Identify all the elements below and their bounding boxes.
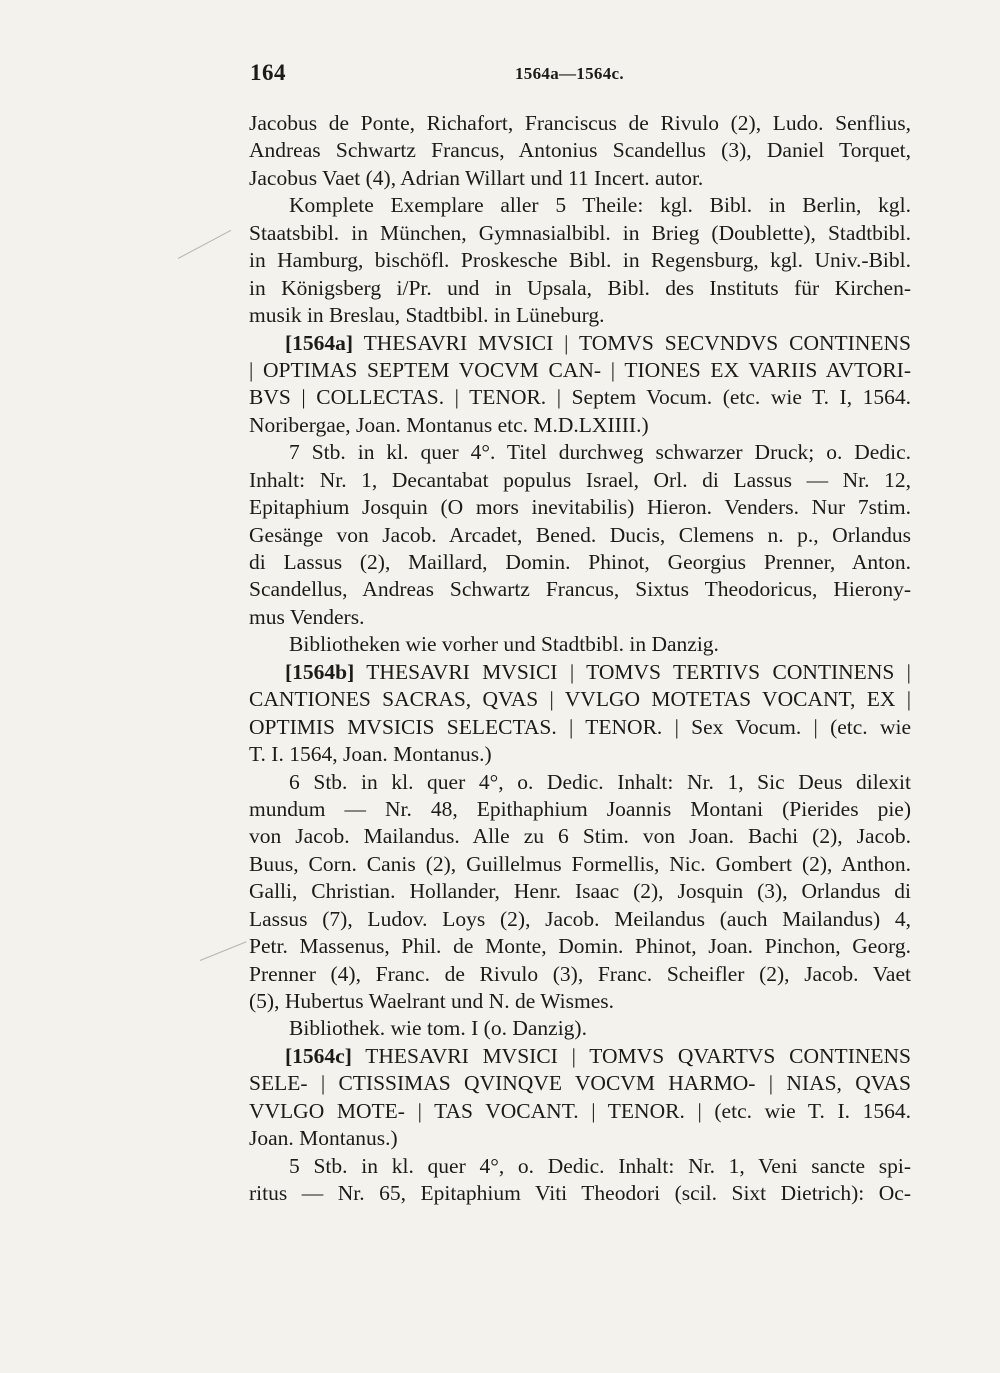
text-line: Andreas Schwartz Francus, Antonius Scandellus (3), Daniel Torquet, bbox=[249, 138, 911, 163]
page-number: 164 bbox=[250, 60, 286, 85]
text-line: Jacobus Vaet (4), Adrian Willart und 11 Incert. autor. bbox=[249, 165, 704, 190]
text-line: Gesänge von Jacob. Arcadet, Bened. Ducis, Clemens n. p., Orlandus bbox=[249, 522, 911, 547]
text-line: THESAVRI MVSICI | TOMVS SECVNDVS CONTINENS bbox=[363, 330, 911, 355]
text-line: OPTIMIS MVSICIS SELECTAS. | TENOR. | Sex Vocum. | (etc. wie bbox=[249, 714, 911, 739]
text-line: Komplete Exemplare aller 5 Theile: kgl. Bibl. in Berlin, kgl. bbox=[289, 193, 911, 218]
text-line: BVS | COLLECTAS. | TENOR. | Septem Vocum. (etc. wie T. I, 1564. bbox=[249, 385, 911, 410]
text-line: Inhalt: Nr. 1, Decantabat populus Israel, Orl. di Lassus — Nr. 12, bbox=[249, 467, 911, 492]
pencil-mark bbox=[200, 941, 247, 961]
entry-number-1564c: [1564c] bbox=[285, 1043, 352, 1068]
text-line: THESAVRI MVSICI | TOMVS TERTIVS CONTINENS | bbox=[366, 659, 911, 684]
pencil-mark bbox=[178, 230, 231, 259]
text-line: 5 Stb. in kl. quer 4°, o. Dedic. Inhalt: Nr. 1, Veni sancte spi- bbox=[289, 1153, 911, 1178]
body-text bbox=[249, 110, 911, 1208]
text-line: musik in Breslau, Stadtbibl. in Lüneburg. bbox=[249, 303, 605, 328]
text-line: CANTIONES SACRAS, QVAS | VVLGO MOTETAS VOCANT, EX | bbox=[249, 687, 911, 712]
entry-line bbox=[249, 659, 911, 686]
text-line: Bibliothek. wie tom. I (o. Danzig). bbox=[289, 1016, 587, 1041]
entry-line bbox=[249, 1043, 911, 1070]
text-line: Noribergae, Joan. Montanus etc. M.D.LXIIII.) bbox=[249, 412, 649, 437]
entry-line bbox=[249, 330, 911, 357]
text-line: Lassus (7), Ludov. Loys (2), Jacob. Meilandus (auch Mailandus) 4, bbox=[249, 906, 911, 931]
text-line: ritus — Nr. 65, Epitaphium Viti Theodori (scil. Sixt Dietrich): Oc- bbox=[249, 1181, 911, 1206]
entry-number-1564a: [1564a] bbox=[285, 330, 354, 355]
text-line: Galli, Christian. Hollander, Henr. Isaac (2), Josquin (3), Orlandus di bbox=[249, 879, 911, 904]
text-line: in Königsberg i/Pr. und in Upsala, Bibl. des Instituts für Kirchen- bbox=[249, 275, 911, 300]
text-line: Bibliotheken wie vorher und Stadtbibl. in Danzig. bbox=[289, 632, 719, 657]
text-line: Buus, Corn. Canis (2), Guillelmus Formellis, Nic. Gombert (2), Anthon. bbox=[249, 851, 911, 876]
text-line: von Jacob. Mailandus. Alle zu 6 Stim. von Joan. Bachi (2), Jacob. bbox=[249, 824, 911, 849]
page-header bbox=[250, 60, 910, 96]
text-line: 6 Stb. in kl. quer 4°, o. Dedic. Inhalt: Nr. 1, Sic Deus dilexit bbox=[289, 769, 911, 794]
text-line: Joan. Montanus.) bbox=[249, 1126, 398, 1151]
text-line: in Hamburg, bischöfl. Proskesche Bibl. in Regensburg, kgl. Univ.-Bibl. bbox=[249, 248, 911, 273]
text-line: Scandellus, Andreas Schwartz Francus, Sixtus Theodoricus, Hierony- bbox=[249, 577, 911, 602]
text-line: THESAVRI MVSICI | TOMVS QVARTVS CONTINENS bbox=[365, 1043, 911, 1068]
text-line: mundum — Nr. 48, Epithaphium Joannis Montani (Pierides pie) bbox=[249, 796, 911, 821]
text-line: Jacobus de Ponte, Richafort, Franciscus de Rivulo (2), Ludo. Senflius, bbox=[249, 111, 911, 135]
text-line: (5), Hubertus Waelrant und N. de Wismes. bbox=[249, 989, 615, 1013]
text-line: VVLGO MOTE- | TAS VOCANT. | TENOR. | (etc. wie T. I. 1564. bbox=[249, 1098, 911, 1123]
running-head: 1564a—1564c. bbox=[515, 64, 624, 83]
text-line: T. I. 1564, Joan. Montanus.) bbox=[249, 742, 492, 767]
text-line: Prenner (4), Franc. de Rivulo (3), Franc. Scheifler (2), Jacob. Vaet bbox=[249, 961, 911, 986]
text-line: 7 Stb. in kl. quer 4°. Titel durchweg schwarzer Druck; o. Dedic. bbox=[289, 440, 911, 465]
text-line: mus Venders. bbox=[249, 604, 365, 629]
text-line: SELE- | CTISSIMAS QVINQVE VOCVM HARMO- | NIAS, QVAS bbox=[249, 1071, 911, 1096]
text-line: Petr. Massenus, Phil. de Monte, Domin. Phinot, Joan. Pinchon, Georg. bbox=[249, 934, 911, 959]
entry-number-1564b: [1564b] bbox=[285, 659, 355, 684]
text-line: Epitaphium Josquin (O mors inevitabilis) Hieron. Venders. Nur 7stim. bbox=[249, 495, 911, 520]
text-line: | OPTIMAS SEPTEM VOCVM CAN- | TIONES EX VARIIS AVTORI- bbox=[249, 357, 911, 382]
text-line: Staatsbibl. in München, Gymnasialbibl. in Brieg (Doublette), Stadtbibl. bbox=[249, 220, 911, 245]
text-line: di Lassus (2), Maillard, Domin. Phinot, Georgius Prenner, Anton. bbox=[249, 550, 911, 574]
